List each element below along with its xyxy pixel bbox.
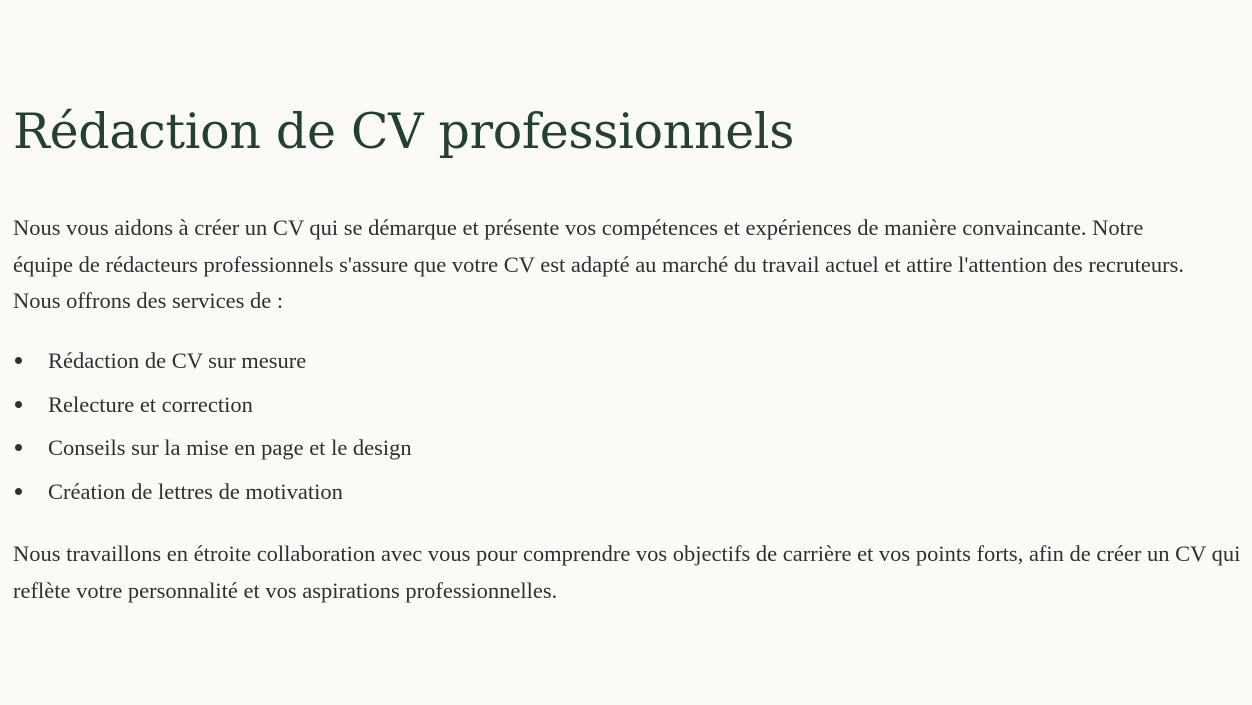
outro-paragraph: Nous travaillons en étroite collaboration avec vous pour comprendre vos objectifs de carrière et vos points forts, afin de créer un CV qui reflète votre personnalité et vos aspirations professionnelles. <box>13 541 1241 603</box>
list-item <box>13 387 412 431</box>
list-item <box>13 430 412 474</box>
list-item-label: Rédaction de CV sur mesure <box>48 348 307 373</box>
intro-paragraph: Nous vous aidons à créer un CV qui se démarque et présente vos compétences et expériences de manière convaincante. Notre équipe de rédacteurs professionnels s'assure que votre CV est adapté au marché du travail actuel et attire l'attention des recruteurs. Nous offrons des services de : <box>13 215 1184 313</box>
list-item-label: Relecture et correction <box>48 391 253 417</box>
bullet-icon <box>15 357 22 364</box>
list-item-label: Conseils sur la mise en page et le design <box>48 435 412 460</box>
bullet-icon <box>15 488 22 495</box>
bullet-icon <box>15 444 22 451</box>
list-item <box>13 343 412 387</box>
list-item <box>13 474 412 518</box>
services-list <box>13 343 412 517</box>
bullet-icon <box>15 401 22 408</box>
page-title: Rédaction de CV professionnels <box>13 103 795 160</box>
list-item-label: Création de lettres de motivation <box>48 478 343 504</box>
